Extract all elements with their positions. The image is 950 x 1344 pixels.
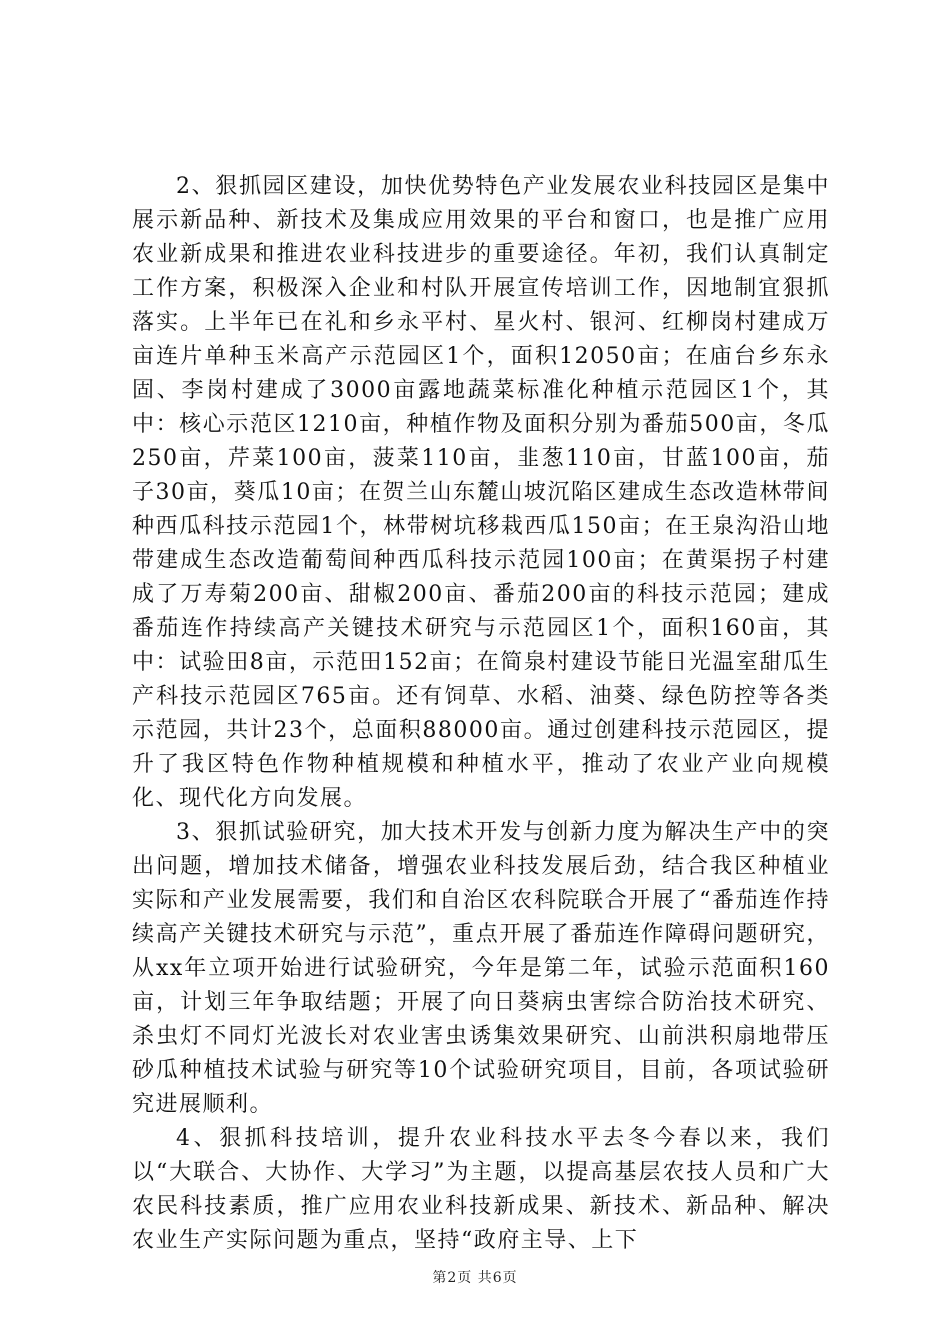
document-body xyxy=(132,170,830,1258)
paragraph-park-construction: 2、狠抓园区建设，加快优势特色产业发展农业科技园区是集中展示新品种、新技术及集成应用效果的平台和窗口，也是推广应用农业新成果和推进农业科技进步的重要途径。年初，我们认真制定工作方案，积极深入企业和村队开展宣传培训工作，因地制宜狠抓落实。上半年已在礼和乡永平村、星火村、银河、红柳岗村建成万亩连片单种玉米高产示范园区1个，面积12050亩；在庙台乡东永固、李岗村建成了3000亩露地蔬菜标准化种植示范园区1个，其中：核心示范区1210亩，种植作物及面积分别为番茄500亩，冬瓜250亩，芹菜100亩，菠菜110亩，韭葱110亩，甘蓝100亩，茄子30亩，葵瓜10亩；在贺兰山东麓山坡沉陷区建成生态改造林带间种西瓜科技示范园1个，林带树坑移栽西瓜150亩；在王泉沟沿山地带建成生态改造葡萄间种西瓜科技示范园100亩；在黄渠拐子村建成了万寿菊200亩、甜椒200亩、番茄200亩的科技示范园；建成番茄连作持续高产关键技术研究与示范园区1个，面积160亩，其中：试验田8亩，示范田152亩；在简泉村建设节能日光温室甜瓜生产科技示范园区765亩。还有饲草、水稻、油葵、绿色防控等各类示范园，共计23个，总面积88000亩。通过创建科技示范园区，提升了我区特色作物种植规模和种植水平，推动了农业产业向规模化、现代化方向发展。 xyxy=(132,174,830,811)
page-number-footer: 第2页 共6页 xyxy=(432,1270,518,1286)
paragraph-technical-training: 4、狠抓科技培训，提升农业科技水平去冬今春以来，我们以“大联合、大协作、大学习”为主题，以提高基层农技人员和广大农民科技素质，推广应用农业科技新成果、新技术、新品种、解决农业生产实际问题为重点，坚持“政府主导、上下 xyxy=(132,1126,830,1253)
paragraph-experiment-research: 3、狠抓试验研究，加大技术开发与创新力度为解决生产中的突出问题，增加技术储备，增强农业科技发展后劲，结合我区种植业实际和产业发展需要，我们和自治区农科院联合开展了“番茄连作持续高产关键技术研究与示范”，重点开展了番茄连作障碍问题研究，从xx年立项开始进行试验研究，今年是第二年，试验示范面积160亩，计划三年争取结题；开展了向日葵病虫害综合防治技术研究、杀虫灯不同灯光波长对农业害虫诱集效果研究、山前洪积扇地带压砂瓜种植技术试验与研究等10个试验研究项目，目前，各项试验研究进展顺利。 xyxy=(132,820,830,1117)
